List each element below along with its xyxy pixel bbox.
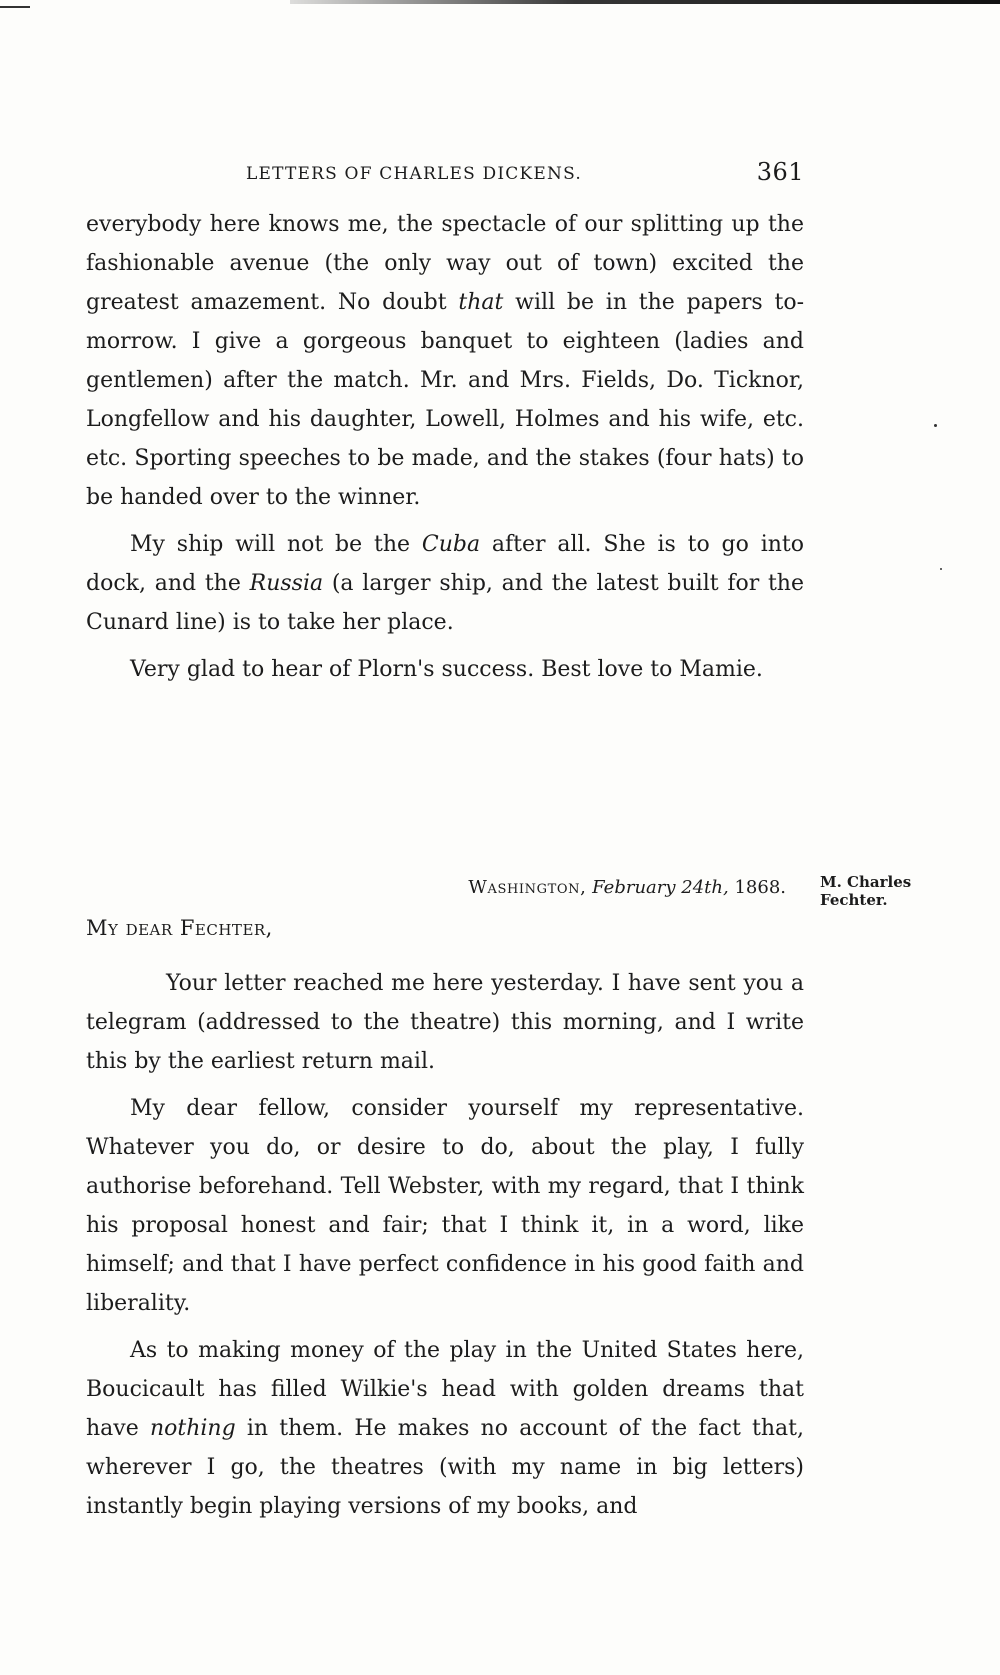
letter-2-paragraph-3-a: As to making money of the play in the United States here, Boucicault has filled Wilkie's head with golden dreams that have bbox=[86, 1338, 804, 1441]
ship-name-cuba: Cuba bbox=[421, 532, 481, 557]
letter-1-paragraph-2 bbox=[86, 525, 804, 642]
scan-edge-line bbox=[290, 0, 1000, 4]
letter-2-paragraph-3-b: in them. He makes no account of the fact that, wherever I go, the theatres (with my name in big letters) instantly begin playing versions of my books, and bbox=[86, 1416, 804, 1519]
scan-speck bbox=[934, 424, 937, 427]
page-number: 361 bbox=[756, 158, 804, 186]
emphasis-nothing: nothing bbox=[149, 1416, 236, 1441]
letter-1-paragraph-2-b: after all. She is to go into dock, and the bbox=[86, 532, 805, 596]
emphasis-that: that bbox=[458, 290, 504, 315]
dateline-year: 1868. bbox=[734, 877, 786, 898]
letter-1-paragraph-1 bbox=[86, 205, 804, 517]
running-title: LETTERS OF CHARLES DICKENS. bbox=[246, 164, 582, 184]
letter-1-paragraph-2-a: My ship will not be the bbox=[130, 532, 411, 557]
letter-2-body bbox=[86, 964, 804, 1534]
ship-name-russia: Russia bbox=[249, 571, 324, 596]
letter-1-paragraph-1-text: everybody here knows me, the spectacle of our splitting up the fashionable avenue (the only way out of town) excited the greatest amazement. bbox=[86, 212, 804, 315]
letter-2-paragraph-1: Your letter reached me here yesterday. I have sent you a telegram (addressed to the theatre) this morning, and I write this by the earliest return mail. bbox=[86, 971, 804, 1074]
letter-1-paragraph-1-pre: No doubt bbox=[337, 290, 447, 315]
letter-1-paragraph-2-c: (a larger ship, and the latest built for the Cunard line) is to take her place. bbox=[86, 571, 804, 635]
letter-1-paragraph-1-rest: will be in the papers to-morrow. I give a gorgeous banquet to eighteen (ladies and gentlemen) after the match. Mr. and Mrs. Fields, Do. Ticknor, Longfellow and his daughter, Lowell, Holmes and his wife, etc. etc. Sporting speeches to be made, and the stakes (four hats) to be handed over to the winner. bbox=[86, 290, 805, 510]
letter-1-paragraph-3: Very glad to hear of Plorn's success. Best love to Mamie. bbox=[130, 657, 763, 682]
dateline-date: February 24th, bbox=[592, 877, 729, 898]
letter-2-paragraph-2: My dear fellow, consider yourself my representative. Whatever you do, or desire to do, about the play, I fully authorise beforehand. Tell Webster, with my regard, that I think his proposal honest and fair; that I think it, in a word, like himself; and that I have perfect confidence in his good faith and liberality. bbox=[86, 1096, 804, 1316]
dateline bbox=[340, 877, 786, 898]
salutation: My dear Fechter, bbox=[86, 916, 273, 940]
scan-corner-mark bbox=[0, 6, 30, 8]
scan-speck bbox=[940, 568, 942, 570]
letter-1-body bbox=[86, 205, 804, 697]
recipient-margin-note: M. Charles Fechter. bbox=[820, 873, 912, 909]
running-head bbox=[86, 158, 804, 194]
letter-2-paragraph-3 bbox=[86, 1331, 804, 1526]
dateline-place: Washington, bbox=[468, 877, 587, 898]
